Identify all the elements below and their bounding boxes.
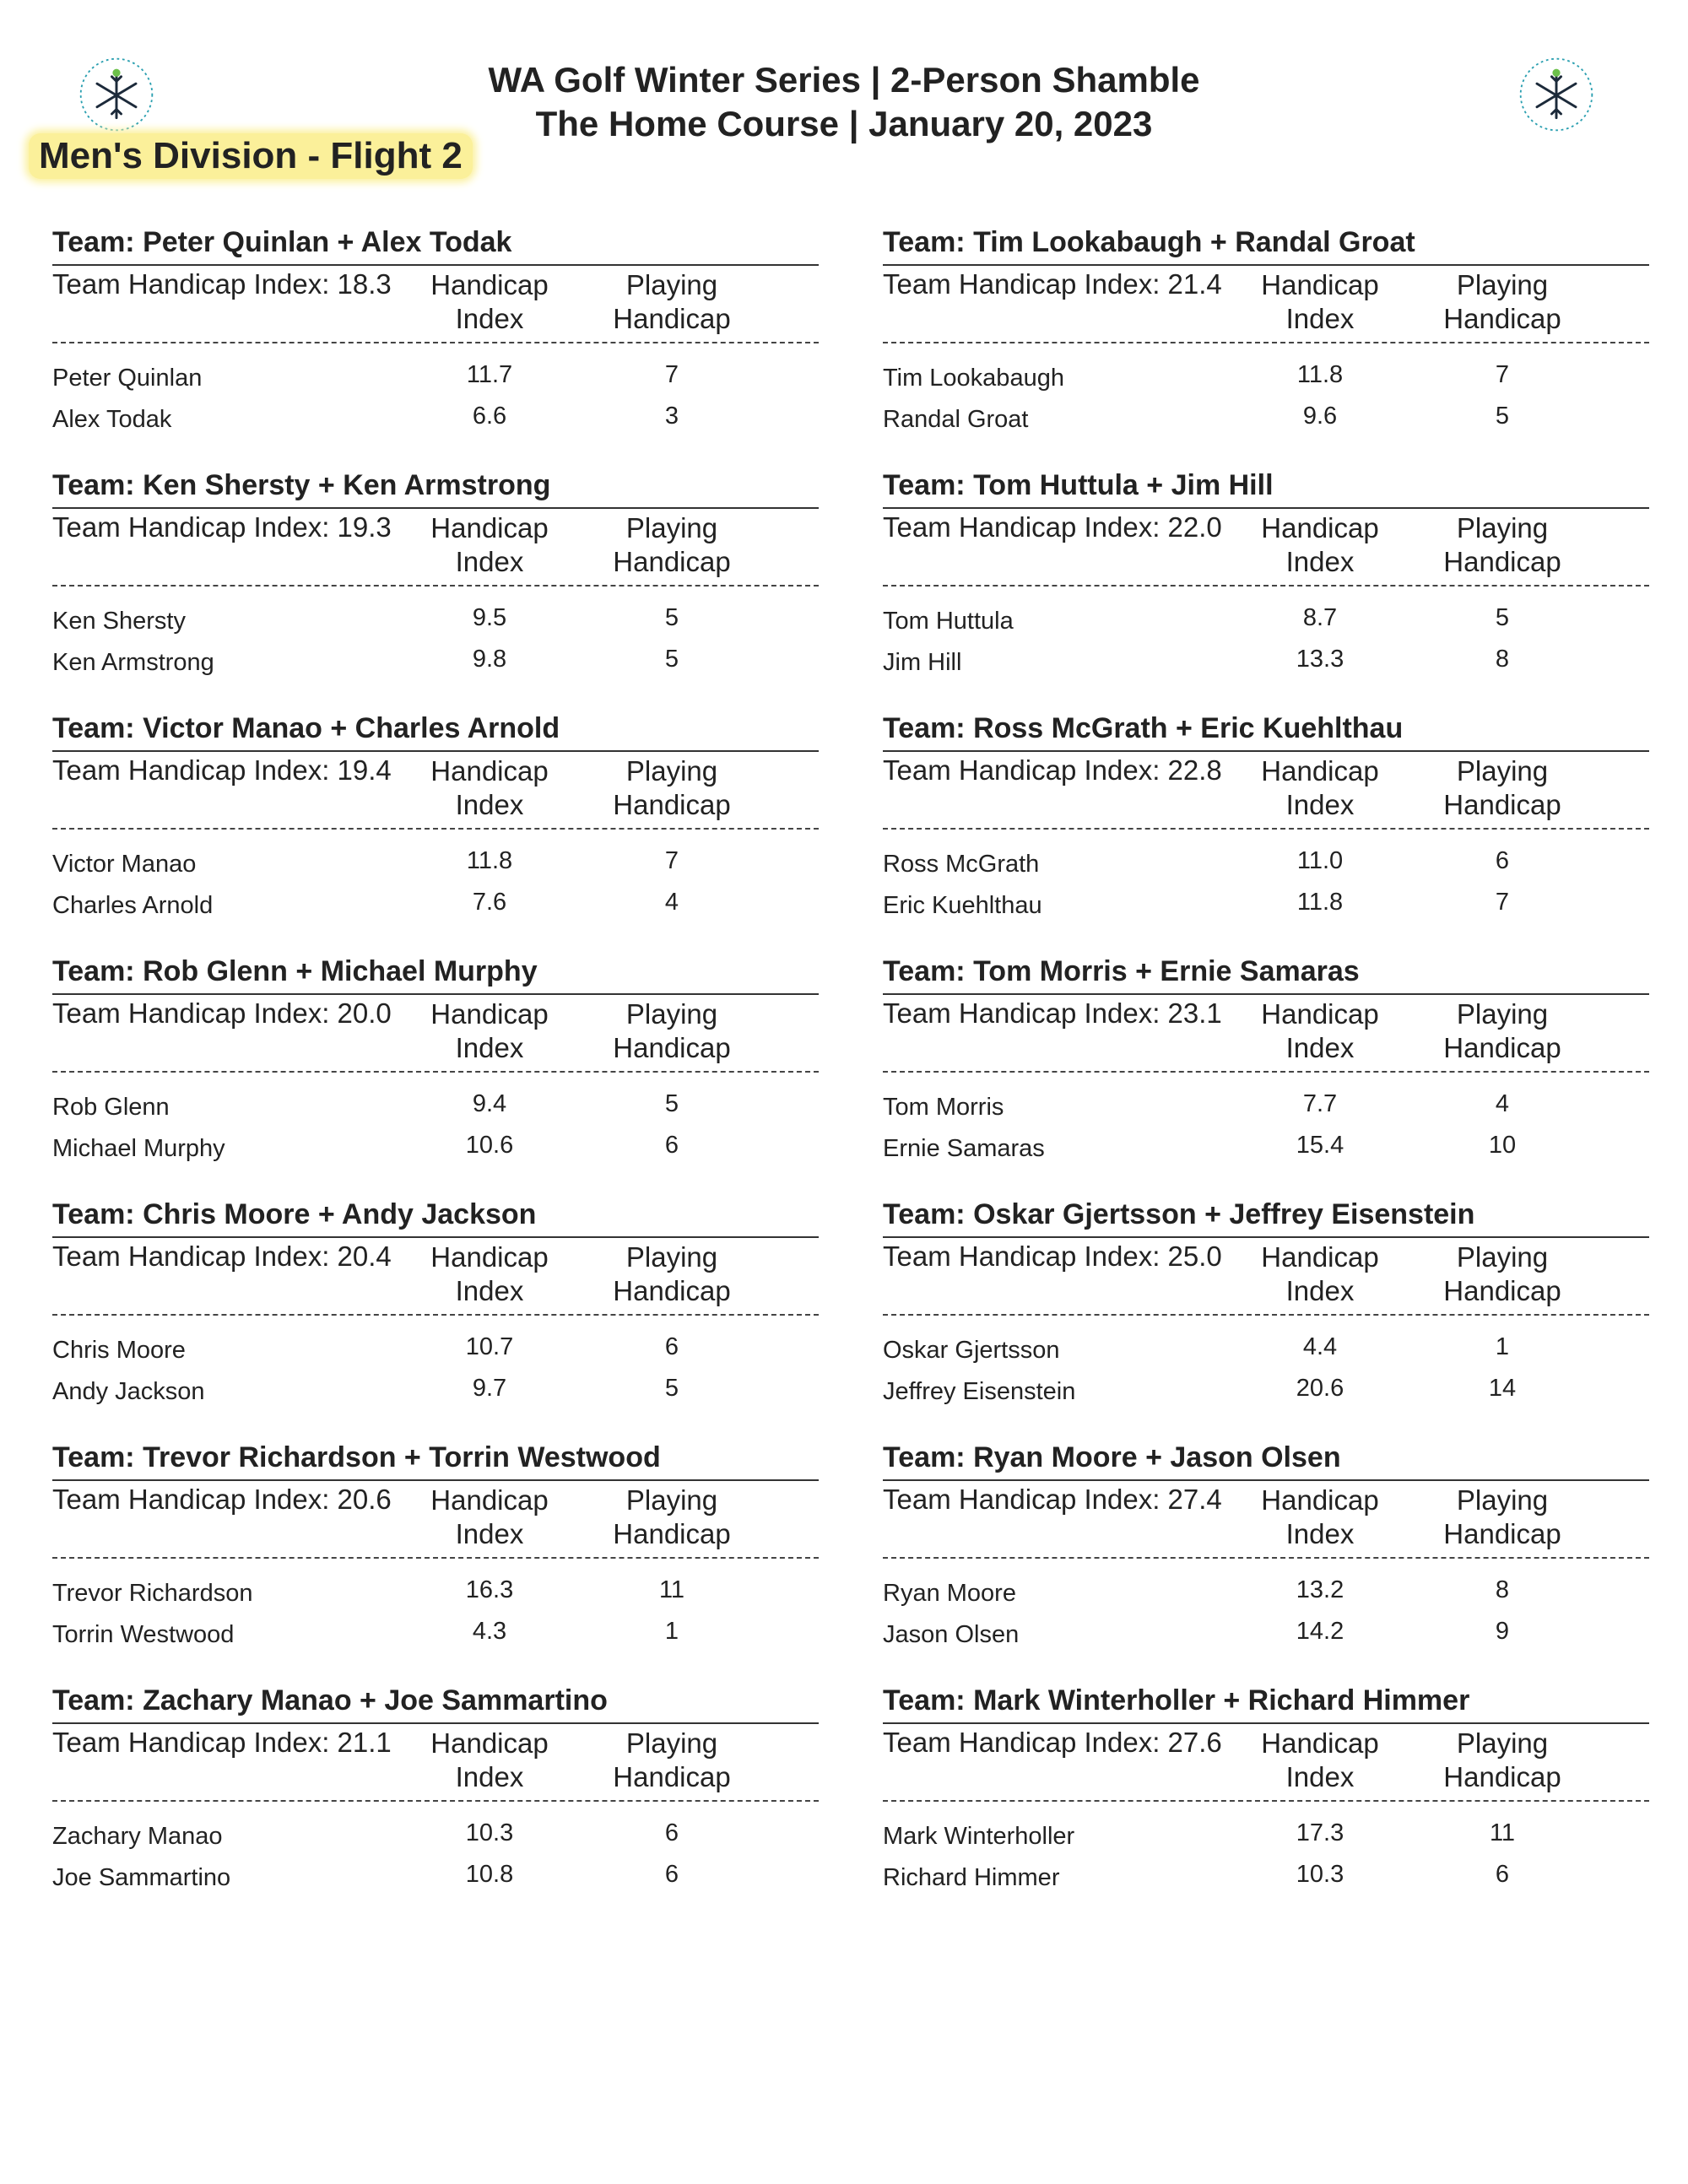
player-playing-handicap: 11 (658, 1576, 685, 1603)
dashed-divider (883, 342, 1649, 343)
player-name: Trevor Richardson (52, 1580, 253, 1607)
player-row (883, 1333, 1649, 1367)
team-name: Team: Chris Moore + Andy Jackson (52, 1198, 537, 1230)
player-row (52, 889, 819, 922)
header-line: Playing (1456, 998, 1549, 1030)
player-handicap-index: 14.2 (1296, 1618, 1344, 1645)
dashed-divider (52, 585, 819, 587)
divider (883, 993, 1649, 995)
player-name: Tom Huttula (883, 608, 1014, 635)
team-name: Team: Peter Quinlan + Alex Todak (52, 226, 512, 258)
dashed-divider (883, 585, 1649, 587)
player-playing-handicap: 9 (1495, 1618, 1510, 1645)
team-handicap-index: Team Handicap Index: 27.6 (883, 1727, 1222, 1758)
header-line: Playing (625, 512, 718, 543)
player-playing-handicap: 7 (1495, 889, 1510, 916)
header-line: Index (455, 789, 524, 820)
team-handicap-index: Team Handicap Index: 22.8 (883, 754, 1222, 786)
header-line: Index (1285, 1518, 1355, 1549)
header-line: Playing (625, 1727, 718, 1759)
header-line: Playing (1456, 269, 1549, 300)
player-row (52, 1576, 819, 1610)
player-handicap-index: 4.3 (472, 1618, 507, 1645)
player-playing-handicap: 5 (664, 646, 679, 673)
team-name: Team: Tom Huttula + Jim Hill (883, 469, 1274, 501)
header-line: Index (455, 1275, 524, 1306)
player-row (883, 1090, 1649, 1124)
player-playing-handicap: 5 (1495, 403, 1510, 430)
header-line: Playing (625, 755, 718, 787)
team-name: Team: Ross McGrath + Eric Kuehlthau (883, 712, 1404, 744)
header-line: Playing (1456, 755, 1549, 787)
player-name: Chris Moore (52, 1337, 186, 1364)
player-name: Tom Morris (883, 1094, 1004, 1121)
player-row (883, 847, 1649, 881)
playing-handicap-header (587, 1727, 756, 1794)
header-line: Index (1285, 303, 1355, 334)
team-handicap-index: Team Handicap Index: 20.0 (52, 997, 392, 1029)
header-line: Handicap (1261, 755, 1379, 787)
header-line: Handicap (1261, 1484, 1379, 1516)
handicap-index-header (405, 1727, 574, 1794)
player-row (883, 1861, 1649, 1895)
team-name: Team: Tim Lookabaugh + Randal Groat (883, 226, 1415, 258)
header-line: Handicap (430, 1241, 549, 1273)
player-row (52, 604, 819, 638)
player-playing-handicap: 6 (664, 1132, 679, 1159)
team-block (52, 955, 819, 1198)
player-handicap-index: 9.4 (472, 1090, 507, 1117)
header-line: Handicap (1443, 1761, 1561, 1792)
team-handicap-index: Team Handicap Index: 21.4 (883, 268, 1222, 300)
team-handicap-index: Team Handicap Index: 22.0 (883, 511, 1222, 543)
divider (52, 1236, 819, 1238)
team-handicap-index: Team Handicap Index: 19.3 (52, 511, 392, 543)
header-line: Handicap (1261, 998, 1379, 1030)
player-name: Randal Groat (883, 406, 1029, 433)
handicap-index-header (405, 997, 574, 1065)
divider (52, 1479, 819, 1481)
playing-handicap-header (587, 1484, 756, 1551)
header-line: Playing (625, 1484, 718, 1516)
header-line: Index (1285, 1275, 1355, 1306)
player-playing-handicap: 4 (1495, 1090, 1510, 1117)
header-line: Handicap (430, 1484, 549, 1516)
dashed-divider (52, 1557, 819, 1559)
player-name: Rob Glenn (52, 1094, 170, 1121)
header-line: Handicap (430, 512, 549, 543)
player-handicap-index: 8.7 (1302, 604, 1338, 631)
player-playing-handicap: 5 (664, 1090, 679, 1117)
player-name: Zachary Manao (52, 1823, 223, 1850)
page-title: WA Golf Winter Series | 2-Person Shamble (488, 60, 1200, 100)
player-row (883, 361, 1649, 395)
player-handicap-index: 10.3 (465, 1819, 514, 1846)
header-line: Playing (625, 998, 718, 1030)
team-name: Team: Oskar Gjertsson + Jeffrey Eisenstein (883, 1198, 1475, 1230)
player-name: Victor Manao (52, 851, 197, 878)
player-playing-handicap: 14 (1488, 1375, 1517, 1402)
player-name: Alex Todak (52, 406, 172, 433)
playing-handicap-header (1418, 754, 1587, 822)
header-line: Handicap (1261, 1727, 1379, 1759)
player-name: Torrin Westwood (52, 1621, 235, 1648)
header-line: Handicap (613, 303, 731, 334)
handicap-index-header (405, 1484, 574, 1551)
header-line: Handicap (1443, 1518, 1561, 1549)
header-line: Handicap (430, 998, 549, 1030)
player-handicap-index: 11.8 (1296, 361, 1344, 388)
header-line: Index (1285, 789, 1355, 820)
player-row (52, 1333, 819, 1367)
team-handicap-index: Team Handicap Index: 19.4 (52, 754, 392, 786)
header-line: Playing (1456, 1241, 1549, 1273)
playing-handicap-header (587, 754, 756, 822)
header-line: Handicap (613, 789, 731, 820)
player-playing-handicap: 11 (1489, 1819, 1516, 1846)
player-row (883, 889, 1649, 922)
team-block (883, 226, 1649, 469)
player-handicap-index: 16.3 (465, 1576, 514, 1603)
player-name: Jeffrey Eisenstein (883, 1378, 1076, 1405)
player-playing-handicap: 3 (664, 403, 679, 430)
team-name: Team: Trevor Richardson + Torrin Westwood (52, 1441, 661, 1473)
team-name: Team: Ryan Moore + Jason Olsen (883, 1441, 1341, 1473)
player-row (52, 361, 819, 395)
team-name: Team: Zachary Manao + Joe Sammartino (52, 1684, 608, 1716)
player-playing-handicap: 7 (664, 847, 679, 874)
header-line: Index (455, 546, 524, 577)
header-line: Handicap (1261, 1241, 1379, 1273)
player-handicap-index: 9.5 (472, 604, 507, 631)
player-row (883, 1576, 1649, 1610)
player-playing-handicap: 8 (1495, 1576, 1510, 1603)
header-line: Index (1285, 546, 1355, 577)
header-line: Handicap (430, 755, 549, 787)
header-line: Handicap (1443, 546, 1561, 577)
handicap-index-header (1236, 1727, 1404, 1794)
handicap-index-header (1236, 1241, 1404, 1308)
divider (883, 750, 1649, 752)
header-line: Handicap (430, 1727, 549, 1759)
divider (52, 507, 819, 509)
team-block (52, 226, 819, 469)
team-block (883, 1684, 1649, 1927)
team-name: Team: Rob Glenn + Michael Murphy (52, 955, 538, 987)
header-line: Handicap (613, 1032, 731, 1063)
player-handicap-index: 10.8 (465, 1861, 514, 1888)
divider (883, 264, 1649, 266)
handicap-index-header (1236, 754, 1404, 822)
dashed-divider (883, 828, 1649, 830)
divider (883, 1479, 1649, 1481)
player-playing-handicap: 6 (664, 1861, 679, 1888)
team-block (52, 1684, 819, 1927)
player-name: Richard Himmer (883, 1864, 1060, 1891)
header-line: Handicap (1443, 789, 1561, 820)
player-name: Ernie Samaras (883, 1135, 1045, 1162)
player-row (52, 1618, 819, 1652)
team-block (52, 712, 819, 955)
playing-handicap-header (587, 268, 756, 336)
team-handicap-index: Team Handicap Index: 20.6 (52, 1484, 392, 1515)
header-line: Playing (625, 1241, 718, 1273)
player-handicap-index: 15.4 (1296, 1132, 1344, 1159)
player-row (883, 1819, 1649, 1853)
divider (52, 993, 819, 995)
player-name: Ken Shersty (52, 608, 186, 635)
player-row (52, 1819, 819, 1853)
player-playing-handicap: 7 (1495, 361, 1510, 388)
right-team-column (883, 226, 1649, 1927)
header-line: Index (455, 1761, 524, 1792)
header-line: Handicap (430, 269, 549, 300)
player-row (883, 1618, 1649, 1652)
header-line: Playing (1456, 512, 1549, 543)
player-playing-handicap: 1 (664, 1618, 679, 1645)
player-name: Ryan Moore (883, 1580, 1016, 1607)
player-row (883, 1132, 1649, 1165)
header-line: Handicap (1261, 512, 1379, 543)
player-playing-handicap: 8 (1495, 646, 1510, 673)
player-name: Peter Quinlan (52, 365, 203, 392)
player-name: Jason Olsen (883, 1621, 1020, 1648)
handicap-index-header (405, 1241, 574, 1308)
player-name: Charles Arnold (52, 892, 214, 919)
header-line: Playing (625, 269, 718, 300)
handicap-index-header (1236, 511, 1404, 579)
player-handicap-index: 9.6 (1302, 403, 1338, 430)
header-line: Handicap (1443, 1275, 1561, 1306)
player-playing-handicap: 6 (664, 1333, 679, 1360)
player-handicap-index: 11.0 (1296, 847, 1344, 874)
playing-handicap-header (1418, 511, 1587, 579)
playing-handicap-header (1418, 1241, 1587, 1308)
header-line: Index (455, 1032, 524, 1063)
playing-handicap-header (587, 511, 756, 579)
player-row (883, 646, 1649, 679)
divider (52, 1722, 819, 1724)
playing-handicap-header (1418, 1727, 1587, 1794)
playing-handicap-header (1418, 268, 1587, 336)
header-line: Index (1285, 1761, 1355, 1792)
team-block (883, 712, 1649, 955)
player-handicap-index: 6.6 (472, 403, 507, 430)
player-name: Michael Murphy (52, 1135, 225, 1162)
player-playing-handicap: 5 (1495, 604, 1510, 631)
dashed-divider (52, 1314, 819, 1316)
dashed-divider (883, 1557, 1649, 1559)
player-handicap-index: 11.7 (466, 361, 513, 388)
team-handicap-index: Team Handicap Index: 21.1 (52, 1727, 392, 1758)
dashed-divider (883, 1800, 1649, 1802)
playing-handicap-header (1418, 1484, 1587, 1551)
player-handicap-index: 9.7 (472, 1375, 507, 1402)
player-name: Oskar Gjertsson (883, 1337, 1060, 1364)
player-name: Ken Armstrong (52, 649, 214, 676)
header-line: Handicap (1443, 1032, 1561, 1063)
player-name: Andy Jackson (52, 1378, 205, 1405)
dashed-divider (52, 342, 819, 343)
header-line: Index (1285, 1032, 1355, 1063)
player-name: Ross McGrath (883, 851, 1040, 878)
player-handicap-index: 10.3 (1296, 1861, 1344, 1888)
team-block (883, 1441, 1649, 1684)
handicap-index-header (405, 268, 574, 336)
team-block (883, 1198, 1649, 1441)
divider (883, 507, 1649, 509)
player-handicap-index: 9.8 (472, 646, 507, 673)
divider (883, 1236, 1649, 1238)
team-block (52, 1441, 819, 1684)
header-line: Playing (1456, 1727, 1549, 1759)
player-playing-handicap: 7 (664, 361, 679, 388)
handicap-index-header (1236, 1484, 1404, 1551)
dashed-divider (52, 1800, 819, 1802)
player-handicap-index: 4.4 (1302, 1333, 1338, 1360)
team-name: Team: Victor Manao + Charles Arnold (52, 712, 560, 744)
player-handicap-index: 10.7 (465, 1333, 514, 1360)
team-block (883, 955, 1649, 1198)
playing-handicap-header (1418, 997, 1587, 1065)
team-block (52, 1198, 819, 1441)
division-label: Men's Division - Flight 2 (29, 133, 473, 179)
player-handicap-index: 11.8 (1296, 889, 1344, 916)
player-handicap-index: 11.8 (466, 847, 513, 874)
player-handicap-index: 13.2 (1296, 1576, 1344, 1603)
player-name: Jim Hill (883, 649, 962, 676)
divider (52, 264, 819, 266)
left-team-column (52, 226, 819, 1927)
player-row (52, 403, 819, 436)
header-line: Handicap (1443, 303, 1561, 334)
player-row (52, 1375, 819, 1408)
team-block (52, 469, 819, 712)
player-name: Joe Sammartino (52, 1864, 231, 1891)
player-row (883, 403, 1649, 436)
team-handicap-index: Team Handicap Index: 20.4 (52, 1241, 392, 1272)
player-playing-handicap: 6 (664, 1819, 679, 1846)
dashed-divider (52, 1071, 819, 1073)
player-name: Eric Kuehlthau (883, 892, 1042, 919)
header-line: Handicap (1261, 269, 1379, 300)
player-playing-handicap: 4 (664, 889, 679, 916)
header-line: Index (455, 1518, 524, 1549)
page-subtitle: The Home Course | January 20, 2023 (535, 104, 1153, 143)
player-playing-handicap: 5 (664, 1375, 679, 1402)
player-row (52, 1090, 819, 1124)
team-handicap-index: Team Handicap Index: 23.1 (883, 997, 1222, 1029)
header-line: Handicap (613, 1761, 731, 1792)
player-playing-handicap: 5 (664, 604, 679, 631)
team-block (883, 469, 1649, 712)
player-name: Mark Winterholler (883, 1823, 1075, 1850)
team-handicap-index: Team Handicap Index: 25.0 (883, 1241, 1222, 1272)
player-playing-handicap: 6 (1495, 847, 1510, 874)
handicap-index-header (405, 511, 574, 579)
divider (883, 1722, 1649, 1724)
header-line: Handicap (613, 546, 731, 577)
player-playing-handicap: 6 (1495, 1861, 1510, 1888)
handicap-index-header (1236, 997, 1404, 1065)
player-handicap-index: 13.3 (1296, 646, 1344, 673)
player-row (52, 847, 819, 881)
player-handicap-index: 7.7 (1302, 1090, 1338, 1117)
team-name: Team: Ken Shersty + Ken Armstrong (52, 469, 551, 501)
player-row (883, 604, 1649, 638)
header-line: Handicap (613, 1275, 731, 1306)
player-playing-handicap: 1 (1495, 1333, 1510, 1360)
team-handicap-index: Team Handicap Index: 18.3 (52, 268, 392, 300)
header-line: Index (455, 303, 524, 334)
playing-handicap-header (587, 997, 756, 1065)
header-line: Handicap (613, 1518, 731, 1549)
handicap-index-header (1236, 268, 1404, 336)
playing-handicap-header (587, 1241, 756, 1308)
player-row (52, 1132, 819, 1165)
team-name: Team: Mark Winterholler + Richard Himmer (883, 1684, 1470, 1716)
player-row (52, 646, 819, 679)
player-handicap-index: 10.6 (465, 1132, 514, 1159)
dashed-divider (52, 828, 819, 830)
player-handicap-index: 7.6 (472, 889, 507, 916)
player-row (883, 1375, 1649, 1408)
team-name: Team: Tom Morris + Ernie Samaras (883, 955, 1360, 987)
player-playing-handicap: 10 (1488, 1132, 1517, 1159)
player-row (52, 1861, 819, 1895)
player-handicap-index: 17.3 (1296, 1819, 1344, 1846)
team-handicap-index: Team Handicap Index: 27.4 (883, 1484, 1222, 1515)
player-name: Tim Lookabaugh (883, 365, 1064, 392)
dashed-divider (883, 1071, 1649, 1073)
header-line: Playing (1456, 1484, 1549, 1516)
divider (52, 750, 819, 752)
dashed-divider (883, 1314, 1649, 1316)
player-handicap-index: 20.6 (1296, 1375, 1344, 1402)
handicap-index-header (405, 754, 574, 822)
